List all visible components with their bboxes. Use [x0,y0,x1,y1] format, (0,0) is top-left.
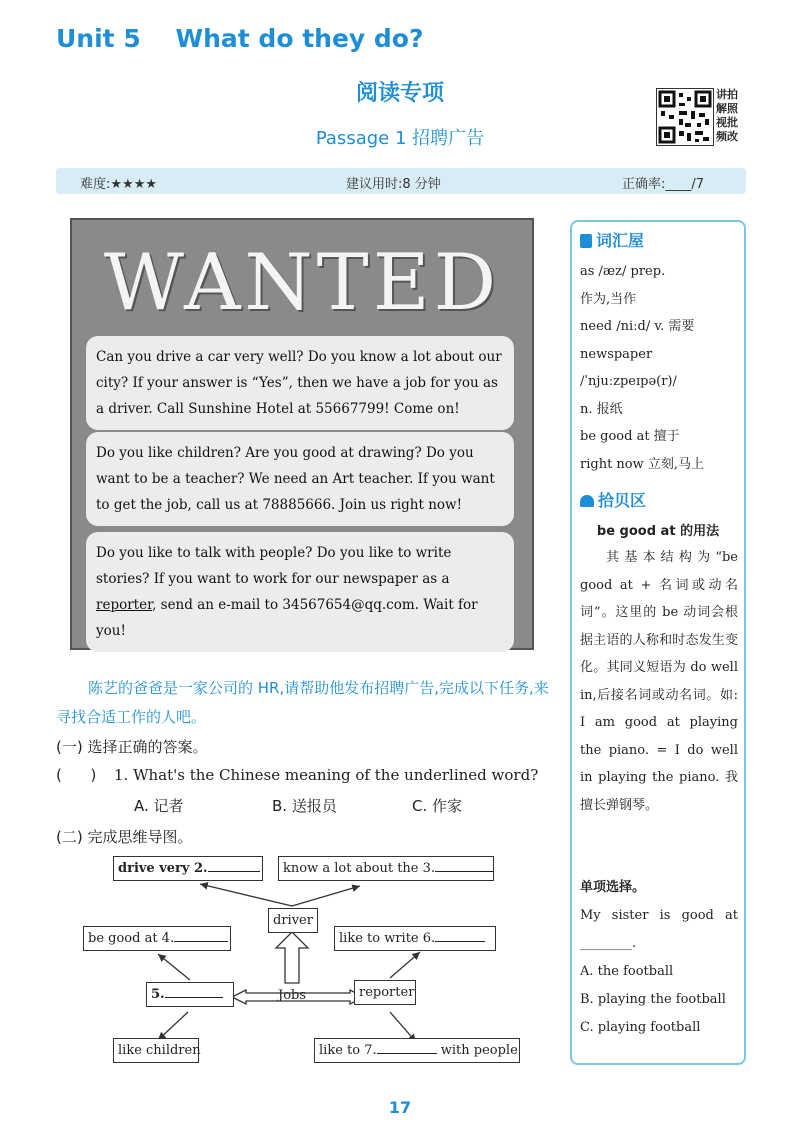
sidebar-panel [570,220,746,1065]
blank-5[interactable] [165,997,223,998]
box-write-text: like to write 6. [339,931,436,946]
difficulty: 难度:★★★★ [80,177,157,192]
ad3-text-after: , send an e-mail to 34567654@qq.com. Wait for you! [96,597,478,639]
mindmap-box-talk [314,1038,520,1063]
choice-option-c[interactable]: C. playing football [580,1020,701,1035]
mindmap-box-5 [146,982,234,1007]
unit-title: Unit 5 What do they do? [56,24,424,53]
box-drive-text: drive very 2. [118,861,208,876]
shell-head: 拾贝区 [598,491,647,510]
box-good-at-text: be good at 4. [88,931,175,946]
box-talk-after: with people [440,1043,518,1058]
vocab-head: 词汇屋 [596,231,645,250]
answer-bracket[interactable]: ( ) [56,766,97,784]
mindmap-box-drive [113,856,263,881]
vocab-line: n. 报纸 [580,401,623,417]
mindmap-box-children: like children [113,1038,199,1063]
part2-heading: (二) 完成思维导图。 [56,828,193,846]
box-5-text: 5. [151,987,165,1002]
page-number: 17 [388,1098,412,1117]
mindmap-box-reporter: reporter [354,980,416,1005]
shell-icon [580,495,594,507]
choice-head: 单项选择。 [580,880,646,895]
box-talk-before: like to 7. [319,1043,377,1058]
mindmap-box-write [334,926,496,951]
vocab-line: be good at 擅于 [580,429,680,444]
usage-title: be good at 的用法 [596,524,720,539]
vocab-section-header [580,228,644,251]
choice-question: My sister is good at ________. [580,908,738,951]
underlined-word: reporter [96,597,153,613]
usage-text: 其基本结构为“be good at + 名词或动名词”。这里的 be 动词会根据主语的人称和时态发生变化。其同义短语为 do well in,后接名词或动名词。如: I am good at playing the piano. = I do well in playing the piano. 我擅长弹钢琴。 [580,550,738,813]
blank-4[interactable] [174,941,228,942]
vocab-line: newspaper [580,346,653,362]
blank-3[interactable] [435,871,493,872]
blank-2[interactable] [208,871,260,872]
driver-ad: Can you drive a car very well? Do you know a lot about our city? If your answer is “Yes”, then we have a job for you as a driver. Call Sunshine Hotel at 55667799! Come on! [86,336,514,430]
qr-label: 讲拍解照视批频改 [716,88,738,143]
blank-7[interactable] [377,1053,437,1054]
accuracy: 正确率:____/7 [622,177,705,192]
vocab-line: /ˈnjuːzpeɪpə(r)/ [580,374,677,389]
suggested-time: 建议用时:8 分钟 [346,177,441,192]
option-a[interactable]: A. 记者 [134,797,184,815]
passage-title: Passage 1 招聘广告 [315,128,485,149]
vocab-list [580,258,740,478]
option-b[interactable]: B. 送报员 [272,797,337,815]
mindmap-box-know [278,856,494,881]
section-title: 阅读专项 [355,81,444,106]
book-icon [580,234,592,248]
teacher-ad: Do you like children? Are you good at drawing? Do you want to be a teacher? We need an Art teacher. If you want to get the job, call us at 78885666. Join us right now! [86,432,514,526]
ad3-text-before: Do you like to talk with people? Do you like to write stories? If you want to work for our newspaper as a [96,545,452,587]
jobs-label: Jobs [278,988,307,1003]
vocab-line: need /niːd/ v. 需要 [580,319,695,334]
part1-heading: (一) 选择正确的答案。 [56,738,208,756]
vocab-line: 作为,当作 [580,291,637,307]
vocab-line: right now 立刻,马上 [580,456,705,472]
shell-section-header [580,488,646,511]
blank-6[interactable] [435,941,485,942]
mindmap-box-good-at [83,926,231,951]
choice-option-a[interactable]: A. the football [580,964,674,979]
option-c[interactable]: C. 作家 [412,797,463,815]
vocab-line: as /æz/ prep. [580,264,666,279]
question-1: 1. What's the Chinese meaning of the underlined word? [114,766,539,784]
box-know-text: know a lot about the 3. [283,861,436,876]
task-intro: 陈艺的爸爸是一家公司的 HR,请帮助他发布招聘广告,完成以下任务,来寻找合适工作的人吧。 [56,679,549,726]
mindmap-box-driver: driver [268,908,318,933]
poster-title: WANTED [103,238,501,328]
choice-option-b[interactable]: B. playing the football [580,992,726,1007]
